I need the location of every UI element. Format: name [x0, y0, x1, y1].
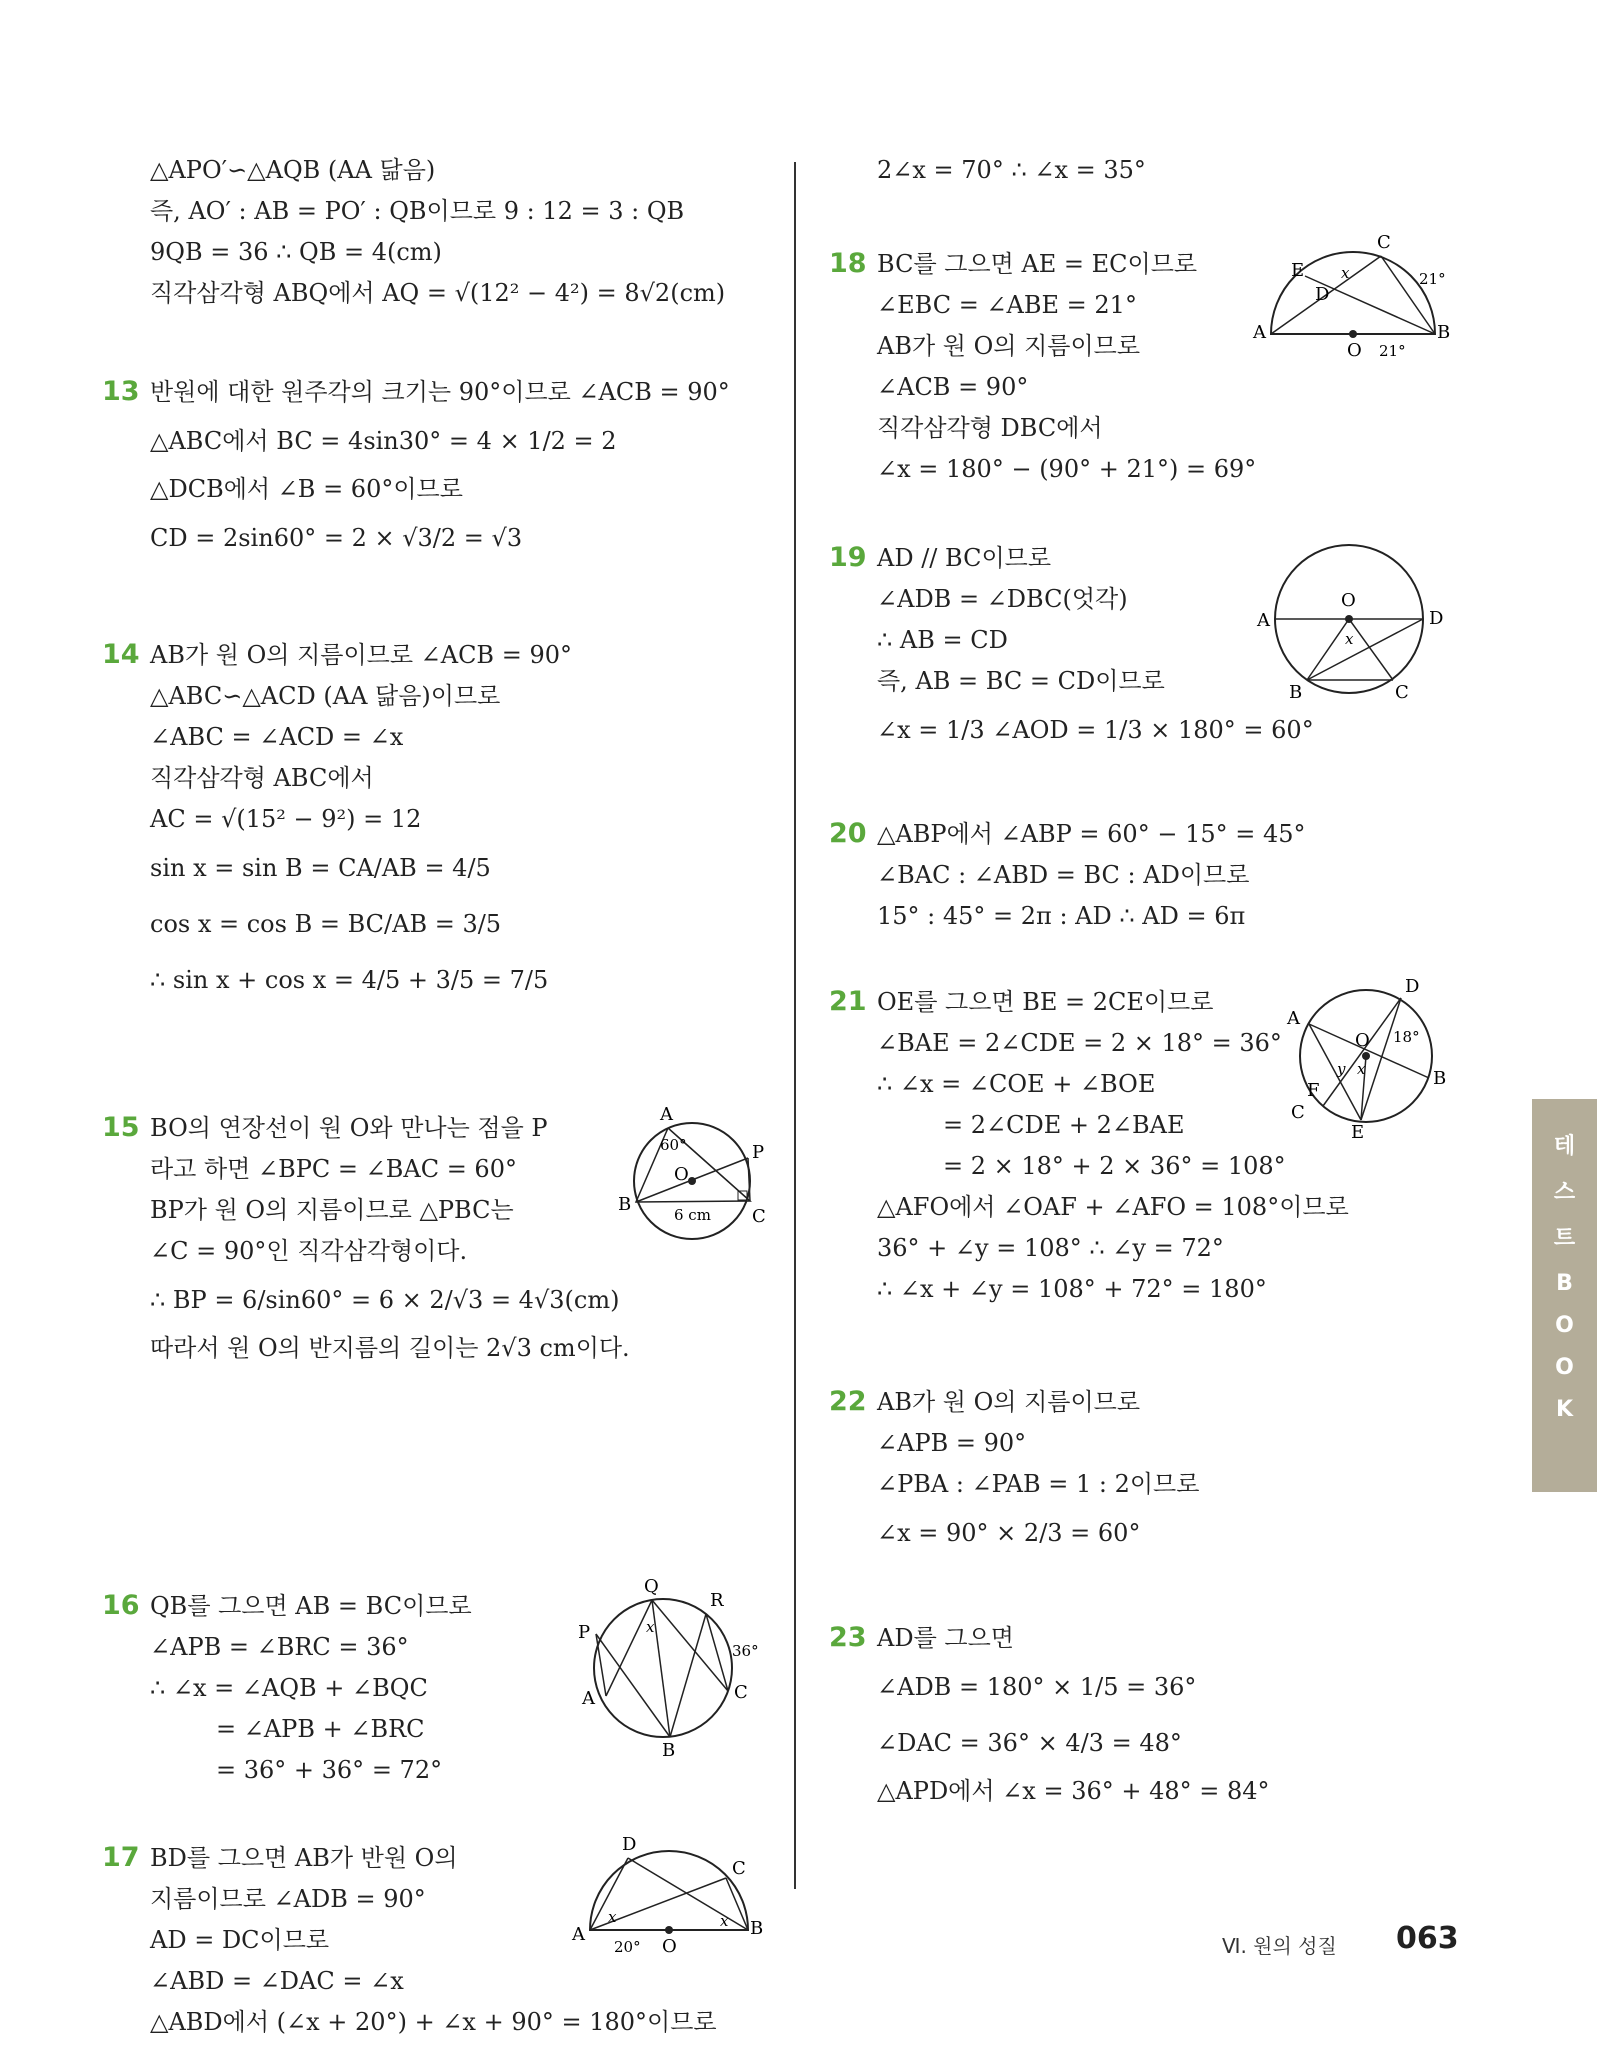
solution-20: [829, 814, 1306, 937]
figure-label: O: [1355, 1030, 1370, 1051]
problem-number: 16: [102, 1590, 140, 1621]
solution-line: 즉, AB = BC = CD이므로: [877, 667, 1165, 695]
figure-label: B: [662, 1740, 676, 1761]
solution-15: [102, 1104, 766, 1369]
solution-line: = 2 × 18° + 2 × 36° = 108°: [943, 1152, 1286, 1180]
solution-line: △ABD에서 (∠x + 20°) + ∠x + 90° = 180°이므로: [150, 2008, 717, 2036]
solution-17: [102, 1834, 764, 2043]
figure-label: P: [578, 1622, 591, 1643]
solution-line: △ABC∽△ACD (AA 닮음)이므로: [150, 682, 501, 710]
figure-label: E: [1291, 260, 1305, 281]
figure-label: B: [750, 1918, 764, 1939]
footer-section-title: Ⅵ. 원의 성질: [1222, 1934, 1337, 1958]
solution-line: ∠C = 90°인 직각삼각형이다.: [150, 1237, 468, 1265]
solution-line: sin x = sin B = CA/AB = 4/5: [150, 854, 491, 882]
figure-label: x: [720, 1912, 729, 1930]
solution-line: ∠EBC = ∠ABE = 21°: [877, 291, 1137, 319]
solution-line: AD를 그으면: [877, 1624, 1014, 1652]
figure-16: [568, 1576, 768, 1761]
solution-line: AC = √(15² − 9²) = 12: [150, 805, 422, 833]
figure-label: C: [734, 1682, 748, 1703]
solution-line: ∴ sin x + cos x = 4/5 + 3/5 = 7/5: [150, 966, 549, 994]
solution-line: AD // BC이므로: [877, 544, 1052, 572]
problem-number: 14: [102, 639, 140, 670]
solution-line: BP가 원 O의 지름이므로 △PBC는: [150, 1196, 514, 1224]
figure-label: P: [752, 1142, 765, 1163]
solution-21: [829, 976, 1447, 1310]
tab-letter: 스: [1553, 1180, 1576, 1205]
figure-label: 36°: [732, 1642, 759, 1660]
figure-label: 20°: [614, 1938, 641, 1956]
figure-label: Q: [644, 1576, 659, 1597]
solution-line: BD를 그으면 AB가 반원 O의: [150, 1844, 458, 1872]
solution-line: ∴ ∠x + ∠y = 108° + 72° = 180°: [877, 1275, 1267, 1303]
solution-16: [102, 1576, 759, 1791]
solution-line: ∠APB = ∠BRC = 36°: [150, 1633, 409, 1661]
solution-line: 직각삼각형 ABC에서: [150, 764, 374, 792]
tab-letter: 테: [1553, 1134, 1576, 1159]
figure-label: C: [1377, 232, 1391, 253]
figure-label: x: [1345, 630, 1354, 648]
figure-label: E: [1351, 1122, 1365, 1143]
problem-number: 23: [829, 1622, 867, 1653]
figure-label: R: [710, 1590, 724, 1611]
problem-number: 19: [829, 542, 867, 573]
figure-label: O: [1341, 590, 1356, 611]
solution-line: ∠ADB = 180° × 1/5 = 36°: [877, 1673, 1197, 1701]
solution-line: ∠x = 1/3 ∠AOD = 1/3 × 180° = 60°: [877, 716, 1314, 744]
solution-line: ∠ABC = ∠ACD = ∠x: [150, 723, 404, 751]
figure-label: O: [674, 1164, 689, 1185]
solution-line: △ABC에서 BC = 4sin30° = 4 × 1/2 = 2: [150, 427, 617, 455]
solution-line: 반원에 대한 원주각의 크기는 90°이므로 ∠ACB = 90°: [150, 378, 730, 406]
problem-number: 15: [102, 1112, 140, 1143]
solution-line: 36° + ∠y = 108° ∴ ∠y = 72°: [877, 1234, 1224, 1262]
solution-18: [829, 232, 1451, 490]
solution-line: △ABP에서 ∠ABP = 60° − 15° = 45°: [877, 820, 1306, 848]
solution-line: ∠BAE = 2∠CDE = 2 × 18° = 36°: [877, 1029, 1282, 1057]
figure-label: 6 cm: [674, 1206, 711, 1224]
solution-line: CD = 2sin60° = 2 × √3/2 = √3: [150, 524, 523, 552]
figure-label: 60°: [660, 1136, 687, 1154]
figure-label: C: [1395, 682, 1409, 703]
figure-19: [1253, 532, 1453, 702]
solution-14: [102, 635, 572, 1008]
figure-label: 21°: [1419, 270, 1446, 288]
figure-label: B: [618, 1194, 632, 1215]
figure-label: x: [1341, 264, 1350, 282]
problem-number: 21: [829, 986, 867, 1017]
problem-number: 22: [829, 1386, 867, 1417]
solution-line: BO의 연장선이 원 O와 만나는 점을 P: [150, 1114, 548, 1142]
figure-label: x: [608, 1908, 617, 1926]
solution-line: AD = DC이므로: [150, 1926, 330, 1954]
problem-number: 13: [102, 376, 140, 407]
solution-line: AB가 원 O의 지름이므로: [877, 332, 1141, 360]
solution-line: QB를 그으면 AB = BC이므로: [150, 1592, 472, 1620]
figure-label: O: [1347, 340, 1362, 361]
figure-label: D: [622, 1834, 637, 1855]
tab-letter: 트: [1553, 1226, 1576, 1251]
solution-line: ∠x = 90° × 2/3 = 60°: [877, 1519, 1141, 1547]
figure-label: x: [1357, 1060, 1366, 1078]
figure-21: [1269, 976, 1469, 1143]
solution-line: ∴ BP = 6/sin60° = 6 × 2/√3 = 4√3(cm): [150, 1286, 620, 1314]
figure-label: D: [1405, 976, 1420, 997]
solution-line: 15° : 45° = 2π : AD ∴ AD = 6π: [877, 902, 1246, 930]
solution-13: [102, 372, 730, 566]
figure-label: O: [662, 1936, 677, 1957]
solution-line: △AFO에서 ∠OAF + ∠AFO = 108°이므로: [877, 1193, 1349, 1221]
solution-line: △DCB에서 ∠B = 60°이므로: [150, 475, 463, 503]
figure-label: D: [1429, 608, 1444, 629]
solution-line: = 2∠CDE + 2∠BAE: [943, 1111, 1185, 1139]
column-divider: [794, 162, 796, 1889]
solution-line: ∠DAC = 36° × 4/3 = 48°: [877, 1729, 1182, 1757]
solution-line: = 36° + 36° = 72°: [216, 1756, 443, 1784]
figure-label: D: [1315, 284, 1330, 305]
figure-15: [602, 1098, 782, 1248]
solution-line: ∠ADB = ∠DBC(엇각): [877, 585, 1128, 613]
problem-number: 20: [829, 818, 867, 849]
figure-label: A: [660, 1104, 673, 1125]
side-tab: [1532, 1099, 1597, 1492]
tab-letter: O: [1555, 1313, 1574, 1338]
solution-line: BC를 그으면 AE = EC이므로: [877, 250, 1198, 278]
solution-line: △APO′∽△AQB (AA 닮음): [150, 156, 436, 184]
figure-18: [1243, 234, 1453, 364]
tab-letter: K: [1555, 1397, 1574, 1422]
tab-letter: O: [1555, 1355, 1574, 1380]
solution-line: ∠ACB = 90°: [877, 373, 1029, 401]
solution-line: 따라서 원 O의 반지름의 길이는 2√3 cm이다.: [150, 1334, 630, 1362]
figure-label: 18°: [1393, 1028, 1420, 1046]
figure-label: A: [572, 1924, 585, 1945]
solution-line: ∠BAC : ∠ABD = BC : AD이므로: [877, 861, 1250, 889]
solution-17-continued: [877, 150, 1146, 191]
solution-line: ∴ AB = CD: [877, 626, 1008, 654]
solution-line: AB가 원 O의 지름이므로: [877, 1388, 1141, 1416]
solution-line: ∠PBA : ∠PAB = 1 : 2이므로: [877, 1470, 1200, 1498]
figure-label: B: [1437, 322, 1451, 343]
tab-letter: B: [1556, 1271, 1573, 1296]
solution-line: 9QB = 36 ∴ QB = 4(cm): [150, 238, 442, 266]
solution-line: ∠x = 180° − (90° + 21°) = 69°: [877, 455, 1257, 483]
solution-line: OE를 그으면 BE = 2CE이므로: [877, 988, 1214, 1016]
solution-line: ∠APB = 90°: [877, 1429, 1027, 1457]
solution-12-continued: [150, 150, 725, 314]
figure-label: A: [1287, 1008, 1300, 1029]
solution-line: △APD에서 ∠x = 36° + 48° = 84°: [877, 1777, 1270, 1805]
problem-number: 17: [102, 1842, 140, 1873]
solution-line: ∴ ∠x = ∠COE + ∠BOE: [877, 1070, 1156, 1098]
solution-line: AB가 원 O의 지름이므로 ∠ACB = 90°: [150, 641, 572, 669]
solution-line: 지름이므로 ∠ADB = 90°: [150, 1885, 426, 1913]
solution-23: [829, 1618, 1270, 1812]
solution-line: 직각삼각형 ABQ에서 AQ = √(12² − 4²) = 8√2(cm): [150, 279, 726, 307]
figure-17: [558, 1834, 764, 1957]
figure-label: B: [1289, 682, 1303, 703]
solution-line: = ∠APB + ∠BRC: [216, 1715, 425, 1743]
page-number: 063: [1396, 1921, 1459, 1956]
figure-label: x: [646, 1618, 655, 1636]
solution-19: [829, 538, 1444, 758]
solution-line: ∴ ∠x = ∠AQB + ∠BQC: [150, 1674, 428, 1702]
solution-line: cos x = cos B = BC/AB = 3/5: [150, 910, 502, 938]
figure-label: C: [1291, 1102, 1305, 1123]
solution-22: [829, 1382, 1200, 1561]
figure-label: B: [1433, 1068, 1447, 1089]
figure-label: C: [732, 1858, 746, 1879]
figure-label: y: [1337, 1060, 1346, 1078]
solution-line: ∠ABD = ∠DAC = ∠x: [150, 1967, 404, 1995]
solution-line: 직각삼각형 DBC에서: [877, 414, 1103, 442]
solution-line: 즉, AO′ : AB = PO′ : QB이므로 9 : 12 = 3 : QB: [150, 197, 685, 225]
figure-label: C: [752, 1206, 766, 1227]
figure-label: A: [1257, 610, 1270, 631]
figure-label: F: [1307, 1080, 1320, 1101]
figure-label: A: [1253, 322, 1266, 343]
figure-label: A: [582, 1688, 595, 1709]
problem-number: 18: [829, 248, 867, 279]
figure-label: 21°: [1379, 342, 1406, 360]
solution-line: 2∠x = 70° ∴ ∠x = 35°: [877, 156, 1146, 184]
solution-line: 라고 하면 ∠BPC = ∠BAC = 60°: [150, 1155, 517, 1183]
